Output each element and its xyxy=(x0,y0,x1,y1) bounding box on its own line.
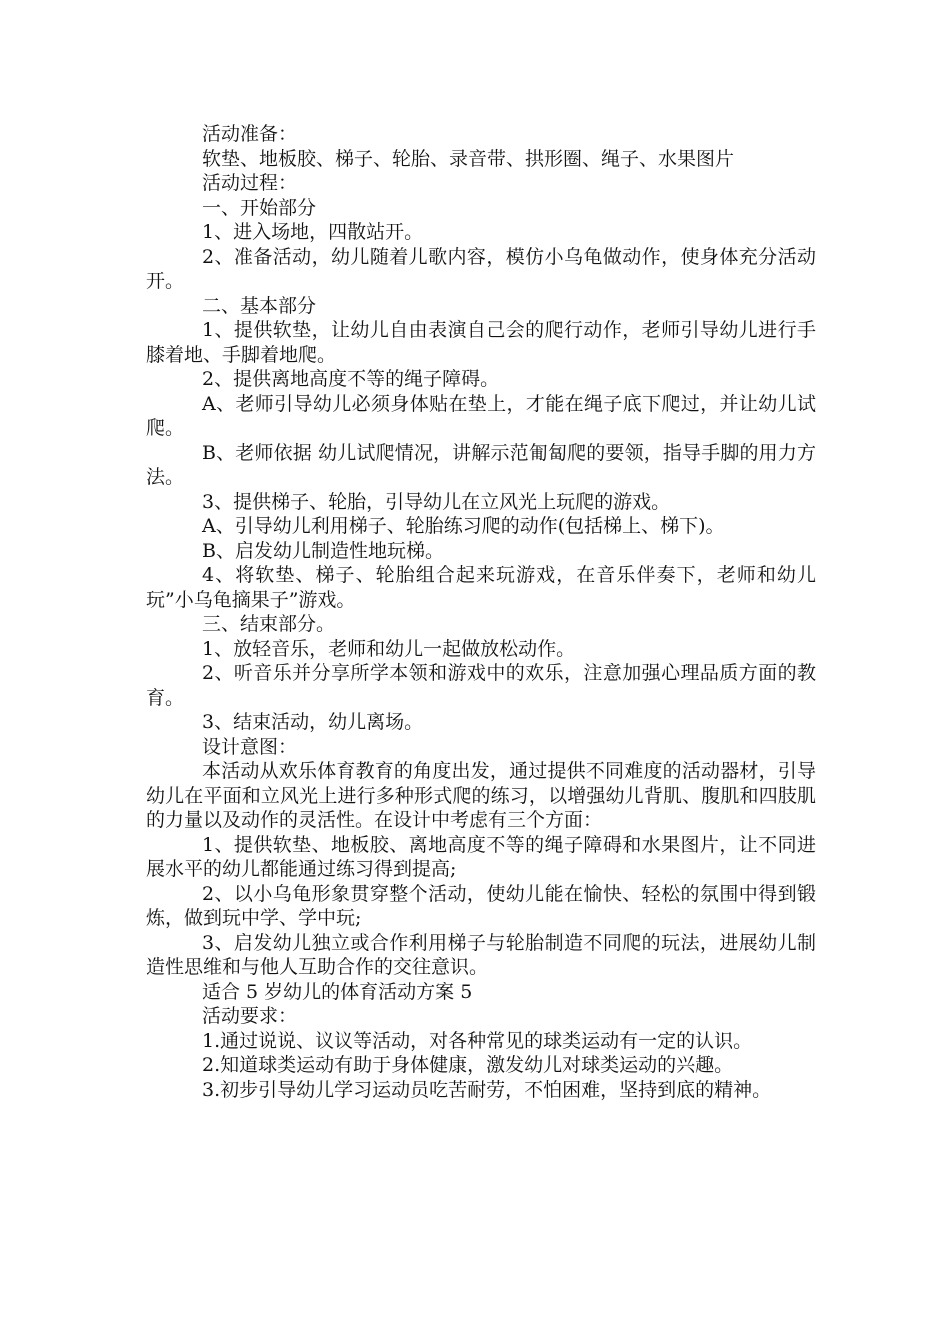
list-item: 2、以小乌龟形象贯穿整个活动，使幼儿能在愉快、轻松的氛围中得到锻炼，做到玩中学、学中玩; xyxy=(146,882,816,929)
section-closing: 三、结束部分。 xyxy=(202,613,336,635)
list-item: 4、将软垫、梯子、轮胎组合起来玩游戏，在音乐伴奏下，老师和幼儿玩”小乌龟摘果子”游戏。 xyxy=(146,564,816,611)
list-item: 1、进入场地，四散站开。 xyxy=(202,221,424,243)
list-item: 3、启发幼儿独立或合作利用梯子与轮胎制造不同爬的玩法，进展幼儿制造性思维和与他人互助合作的交往意识。 xyxy=(146,931,816,978)
list-item: 3、提供梯子、轮胎，引导幼儿在立风光上玩爬的游戏。 xyxy=(202,490,671,513)
list-item: 2.知道球类运动有助于身体健康，激发幼儿对球类运动的兴趣。 xyxy=(202,1054,734,1076)
heading-design-intent: 设计意图： xyxy=(202,735,298,758)
list-item: 2、听音乐并分享所学本领和游戏中的欢乐，注意加强心理品质方面的教育。 xyxy=(146,662,816,709)
plan-title: 适合 5 岁幼儿的体育活动方案 5 xyxy=(202,980,473,1003)
list-item: B、老师依据 幼儿试爬情况，讲解示范匍匐爬的要领，指导手脚的用力方法。 xyxy=(146,441,816,488)
heading-activity-preparation: 活动准备： xyxy=(202,123,298,145)
design-intent-text: 本活动从欢乐体育教育的角度出发，通过提供不同难度的活动器材，引导幼儿在平面和立风光上进行多种形式爬的练习，以增强幼儿背肌、腹肌和四肢肌的力量以及动作的灵活性。在设计中考虑有三个方面： xyxy=(146,760,816,831)
heading-activity-process: 活动过程： xyxy=(202,172,298,194)
section-opening: 一、开始部分 xyxy=(202,196,317,219)
list-item: 2、准备活动，幼儿随着儿歌内容，模仿小乌龟做动作，使身体充分活动开。 xyxy=(146,245,816,292)
section-basic: 二、基本部分 xyxy=(202,294,317,317)
list-item: 2、提供离地高度不等的绳子障碍。 xyxy=(202,368,500,390)
list-item: 1、放轻音乐，老师和幼儿一起做放松动作。 xyxy=(202,637,576,660)
list-item: 3.初步引导幼儿学习运动员吃苦耐劳，不怕困难，坚持到底的精神。 xyxy=(202,1078,772,1101)
list-item: 1、提供软垫，让幼儿自由表演自己会的爬行动作，老师引导幼儿进行手膝着地、手脚着地爬。 xyxy=(146,319,816,366)
materials-list: 软垫、地板胶、梯子、轮胎、录音带、拱形圈、绳子、水果图片 xyxy=(202,147,735,170)
list-item: A、引导幼儿利用梯子、轮胎练习爬的动作(包括梯上、梯下)。 xyxy=(202,515,725,537)
list-item: 3、结束活动，幼儿离场。 xyxy=(202,711,424,733)
list-item: A、老师引导幼儿必须身体贴在垫上，才能在绳子底下爬过，并让幼儿试爬。 xyxy=(146,392,816,439)
list-item: B、启发幼儿制造性地玩梯。 xyxy=(202,539,444,562)
list-item: 1.通过说说、议议等活动，对各种常见的球类运动有一定的认识。 xyxy=(202,1029,753,1052)
heading-activity-requirements: 活动要求： xyxy=(202,1005,298,1027)
document-body xyxy=(146,122,816,1102)
list-item: 1、提供软垫、地板胶、离地高度不等的绳子障碍和水果图片，让不同进展水平的幼儿都能通过练习得到提高; xyxy=(146,833,816,880)
